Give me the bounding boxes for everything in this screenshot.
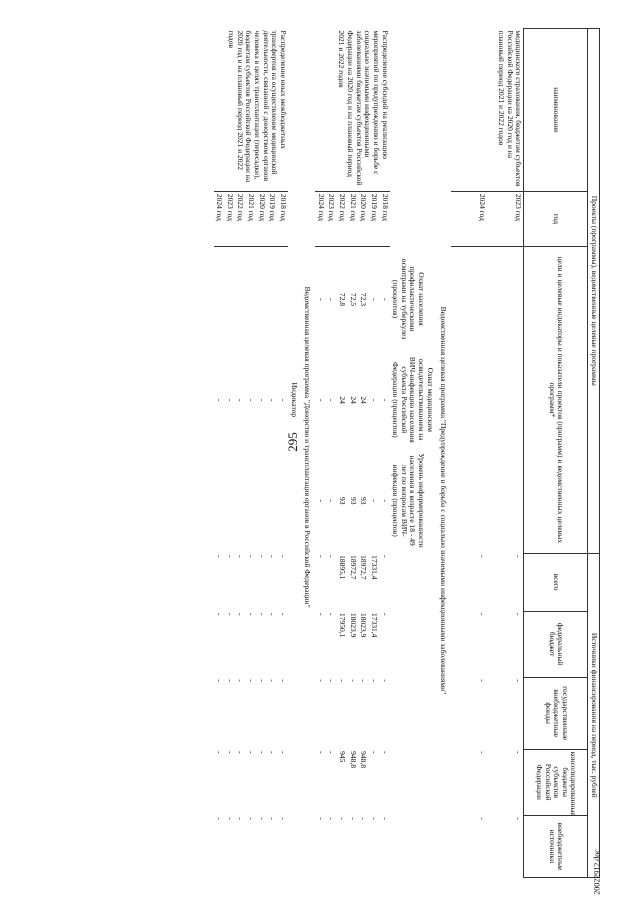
cell-indicator-1: 72,5 [348,292,358,306]
cell-federal: - [257,612,267,616]
cell-total: - [380,554,390,558]
cell-indicator-3: 93 [338,496,348,504]
cell-indicator: - [235,246,246,552]
cell-federal: - [514,612,524,616]
cell-indicators [326,246,337,552]
cell-state-funds: - [514,678,524,682]
cell-indicator-1: 72,8 [338,292,348,306]
cell-total: - [225,554,235,558]
cell-federal: - [236,612,246,616]
header-federal: федеральный бюджет [524,611,588,677]
cell-state-funds: - [327,678,337,682]
cell-year: 2022 год [337,191,348,246]
table-row [277,28,288,877]
cell-total: - [514,554,524,558]
cell-state-funds: - [316,678,326,682]
cell-year: 2023 год [326,191,337,246]
cell-year: 2022 год [235,191,246,246]
cell-federal: - [380,612,390,616]
cell-federal: - [215,612,225,616]
header-extra: внебюджетные источники [524,815,588,877]
table-row [487,28,524,877]
cell-federal: 17331,4 [370,612,379,637]
cell-indicators [368,246,379,552]
cell-extra: - [348,816,358,820]
cell-state-funds: - [268,678,278,682]
cell-consolidated: - [327,750,337,754]
section-title-row [299,28,316,877]
cell-indicator-1: - [370,297,379,301]
cell-extra: - [370,816,379,820]
cell-indicator-3: 93 [359,496,369,504]
header-sources: Источники финансирования на период, тыс. рублей [588,553,600,877]
cell-consolidated: - [380,750,390,754]
cell-indicator-3: - [380,498,390,502]
cell-total: - [316,554,326,558]
section-1-title: Ведомственная целевая программа "Предупреждение и борьба с социально значимыми инфекционными заболеваниями" [439,306,449,694]
indicator-1-label: Охват населения профилактическими осмотрами на туберкулез (процентов) [391,258,427,339]
cell-consolidated: - [225,750,235,754]
section-2-title: Ведомственная целевая программа "Донорство и трансплантация органов в Российской Федерации" [303,286,313,608]
header-consolidated: консолидированные бюджеты субъектов Российской Федерации [524,749,588,815]
cell-state-funds: - [225,678,235,682]
financing-table [214,28,600,878]
cell-consolidated: - [514,750,524,754]
header-name: наименование [524,28,588,191]
document-id: 20022912.doc [592,849,602,895]
cell-year: 2021 год [347,191,358,246]
cell-indicators [337,246,348,552]
cell-consolidated: - [268,750,278,754]
cell-year: 2019 год [267,191,278,246]
cell-year: 2018 год [277,191,288,246]
cell-year: 2023 год [224,191,235,246]
cell-total: 17331,4 [370,554,379,579]
indicator-3-label: Уровень информированности населения в возрасте 18 - 49 лет по вопросам ВИЧ-инфекции (процентов) [391,453,427,548]
cell-indicators [451,246,486,552]
cell-indicator-2: - [327,398,337,401]
header-state-funds: государственные внебюджетные фонды [524,677,588,749]
cell-state-funds: - [257,678,267,682]
cell-federal: 18023,9 [348,612,358,637]
cell-state-funds: - [359,678,369,682]
cell-indicator: - [256,246,267,552]
cell-extra: - [268,816,278,820]
cell-extra: - [477,816,487,820]
cell-indicator: - [224,246,235,552]
cell-total: - [279,554,288,558]
cell-indicator-3: 93 [348,496,358,504]
cell-consolidated: - [477,750,487,754]
cell-federal: - [279,612,288,616]
cell-federal: - [477,612,487,616]
cell-state-funds: - [279,678,288,682]
cell-consolidated: 948,8 [348,750,358,768]
cell-indicators [315,246,326,552]
cell-indicator-2: 24 [359,395,369,404]
cell-extra: - [327,816,337,820]
cell-total: - [257,554,267,558]
cell-consolidated: 948,8 [359,750,369,768]
cell-indicator-3: - [370,498,379,502]
cell-indicator-3: - [327,498,337,502]
cell-indicator-1: - [327,297,337,301]
cell-indicator-1: - [316,297,326,301]
cell-indicator-3: - [316,498,326,502]
cell-extra: - [380,816,390,820]
cell-federal: - [225,612,235,616]
cell-extra: - [225,816,235,820]
cell-indicators [487,246,524,552]
row-name: медицинского страхования, бюджетам субъектов Российской Федерации на 2020 год и на плановый период 2021 и 2022 годов [497,30,524,187]
table-header [524,28,600,877]
cell-indicator: - [246,246,257,552]
cell-indicator-1: 72,3 [359,292,369,306]
cell-consolidated: - [370,750,379,754]
cell-federal: 18023,9 [359,612,369,637]
cell-year: 2019 год [368,191,379,246]
cell-federal: - [316,612,326,616]
cell-total: - [247,554,257,558]
cell-federal: 17950,1 [338,612,348,637]
cell-consolidated: - [215,750,225,754]
indicator-label: Индикатор [289,382,299,417]
cell-year: 2023 год [487,191,524,246]
cell-state-funds: - [247,678,257,682]
cell-total: - [268,554,278,558]
cell-consolidated: - [247,750,257,754]
cell-total: - [215,554,225,558]
cell-extra: - [359,816,369,820]
cell-consolidated: - [257,750,267,754]
cell-extra: - [236,816,246,820]
cell-indicators [379,246,390,552]
cell-year: 2020 год [256,191,267,246]
cell-indicator-2: - [316,398,326,401]
cell-indicators [358,246,369,552]
cell-total: 18895,1 [338,554,348,579]
indicator-header-row [288,28,299,877]
cell-year: 2018 год [379,191,390,246]
indicator-header-row [390,28,435,877]
cell-state-funds: - [338,678,348,682]
cell-consolidated: 945 [338,750,348,762]
page-number: 295 [285,432,300,452]
cell-federal: - [327,612,337,616]
cell-indicator-2: 24 [348,395,358,404]
cell-consolidated: - [316,750,326,754]
cell-total: 18972,7 [348,554,358,579]
cell-extra: - [514,816,524,820]
cell-state-funds: - [477,678,487,682]
cell-state-funds: - [236,678,246,682]
cell-state-funds: - [370,678,379,682]
cell-extra: - [257,816,267,820]
cell-federal: - [268,612,278,616]
cell-year: 2024 год [214,191,225,246]
cell-total: 18972,7 [359,554,369,579]
row-name: Распределение субсидий на реализацию мероприятий по предупреждению и борьбе с социально значимыми инфекционными заболеваниями бюджетам субъектов Российской Федерации на 2020 год и на плановый период 2021 и 2022 годов [337,30,390,185]
cell-total: - [236,554,246,558]
cell-extra: - [316,816,326,820]
cell-extra: - [247,816,257,820]
cell-consolidated: - [236,750,246,754]
cell-year: 2020 год [358,191,369,246]
cell-consolidated: - [279,750,288,754]
cell-state-funds: - [348,678,358,682]
cell-year: 2024 год [315,191,326,246]
cell-indicator-2: 24 [338,395,348,404]
cell-indicator: - [267,246,278,552]
cell-extra: - [215,816,225,820]
cell-state-funds: - [380,678,390,682]
cell-indicator-2: - [370,398,379,401]
cell-indicator-1: - [380,297,390,301]
header-projects: Проекты (программы), ведомственные целевые программы [588,28,600,553]
cell-indicator: - [214,246,225,552]
rotated-table-area [40,28,600,878]
section-title-row [435,28,452,877]
cell-indicator-2: - [380,398,390,401]
cell-indicators [347,246,358,552]
cell-indicator: - [277,246,288,552]
header-year: год [524,191,588,246]
cell-total: - [327,554,337,558]
cell-year: 2021 год [246,191,257,246]
cell-extra: - [338,816,348,820]
header-total: всего [524,553,588,611]
cell-total: - [477,554,487,558]
table-row [379,28,390,877]
cell-year: 2024 год [451,191,486,246]
cell-federal: - [247,612,257,616]
cell-state-funds: - [215,678,225,682]
indicator-2-label: Охват медицинским освидетельствованием на ВИЧ-инфекцию населения субъекта Российской Федерации (процентов) [391,356,435,443]
header-goals: цели и целевые индикаторы и показатели проектов (программ) и ведомственных целевых программ* [524,246,588,552]
row-name: Распределение иных межбюджетных трансфертов на осуществление медицинской деятельности, связанной с донорством органов человека в целях трансплантации (пересадки), бюджетам субъектов Российской Федерации на 2020 год и на плановый период 2021 и 2022 годов [227,30,288,182]
cell-extra: - [279,816,288,820]
